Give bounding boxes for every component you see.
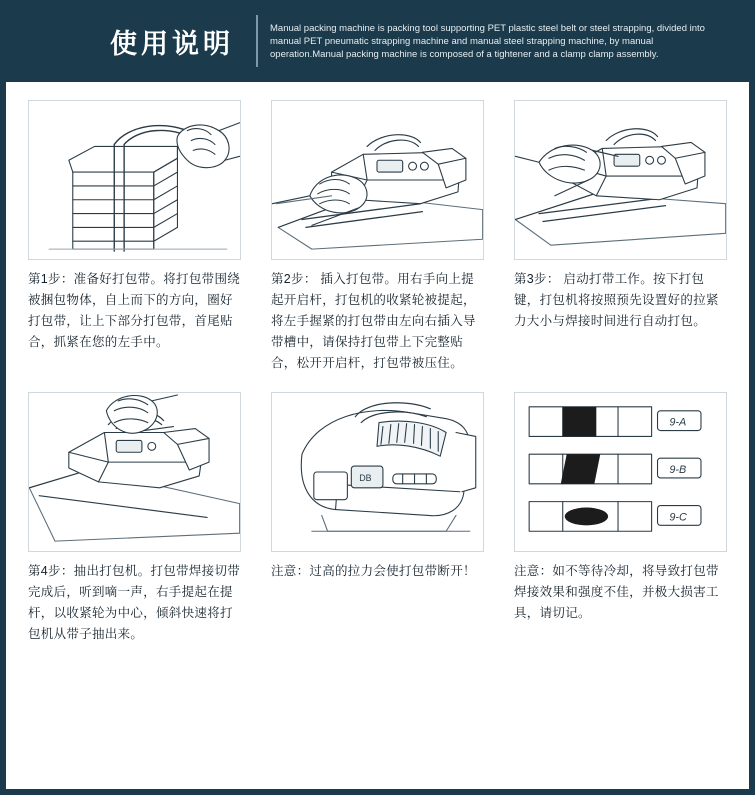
instruction-cell-step-1 [28, 100, 241, 374]
caption-note-1: 注意：过高的拉力会使打包带断开！ [271, 564, 476, 578]
header-divider [256, 15, 258, 67]
instruction-grid [6, 82, 749, 645]
instruction-cell-step-4 [28, 392, 241, 645]
caption-note-2: 注意：如不等待冷却，将导致打包带焊接效果和强度不佳，并极大损害工具，请切记。 [514, 564, 719, 620]
illustration-strapping-tool-remove [28, 392, 241, 552]
svg-text:DB: DB [359, 472, 372, 483]
instruction-row-2 [28, 392, 727, 645]
header-description: Manual packing machine is packing tool supporting PET plastic steel belt or steel strapping, divided into manual PET pneumatic strapping machine and manual steel strapping machine, by manual operation.Manual packing machine is composed of a tightener and a clamp clamp assembly. [270, 22, 705, 60]
caption-step-4: 第4步：抽出打包机。打包带焊接切带完成后，听到嘀一声，右手提起在提杆，以收紧轮为中心，倾斜快速将打包机从带子抽出来。 [28, 564, 241, 641]
illustration-strapping-tool-insert-belt [271, 100, 484, 260]
instruction-cell-step-3 [514, 100, 727, 374]
caption-step-3: 第3步： 启动打带工作。按下打包键，打包机将按照预先设置好的拉紧力大小与焊接时间进行自动打包。 [514, 272, 719, 328]
caption-step-2: 第2步： 插入打包带。用右手向上提起开启杆，打包机的收紧轮被提起，将左手握紧的打包带由左向右插入导带槽中，请保持打包带上下完整贴合，松开开启杆，打包带被压住。 [271, 272, 476, 370]
instruction-cell-note-1 [271, 392, 484, 645]
page-title: 使用说明 [110, 28, 234, 59]
svg-text:9-C: 9-C [669, 511, 687, 524]
svg-text:9-B: 9-B [669, 463, 687, 476]
instruction-cell-step-2 [271, 100, 484, 374]
instruction-row-1 [28, 100, 727, 374]
instruction-cell-note-2 [514, 392, 727, 645]
illustration-bundled-package-with-strap [28, 100, 241, 260]
illustration-strapping-tool-start-work [514, 100, 727, 260]
svg-text:9-A: 9-A [669, 416, 687, 429]
illustration-strapping-tool-side-view [271, 392, 484, 552]
page-header [6, 0, 749, 82]
caption-step-1: 第1步：准备好打包带。将打包带围绕被捆包物体，自上而下的方向，圈好打包带，让上下部分打包带，首尾贴合，抓紧在您的左手中。 [28, 272, 241, 349]
illustration-weld-quality-samples [514, 392, 727, 552]
